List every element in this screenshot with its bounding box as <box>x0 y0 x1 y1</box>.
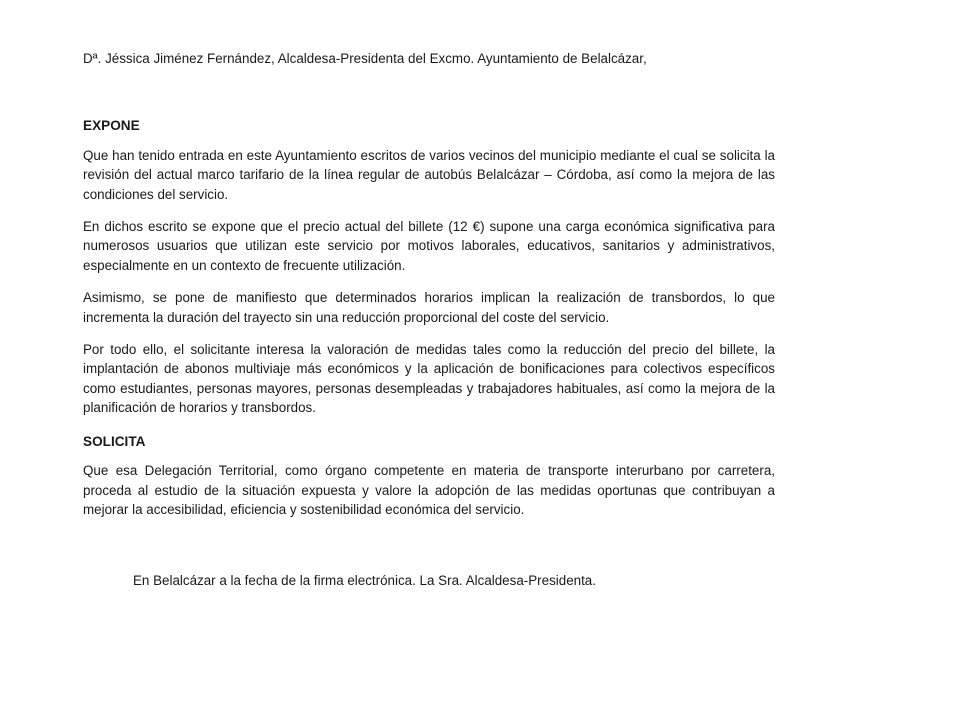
document-body <box>83 49 775 519</box>
expone-paragraph-4: Por todo ello, el solicitante interesa la valoración de medidas tales como la reducción del precio del billete, la implantación de abonos multiviaje más económicos y la aplicación de bonificaciones para colectivos específicos como estudiantes, personas mayores, personas desempleadas y trabajadores habituales, así como la mejora de la planificación de horarios y transbordos. <box>83 342 775 416</box>
expone-paragraph-1: Que han tenido entrada en este Ayuntamiento escritos de varios vecinos del municipio mediante el cual se solicita la revisión del actual marco tarifario de la línea regular de autobús Belalcázar – Córdoba, así como la mejora de las condiciones del servicio. <box>83 147 775 202</box>
closing-line: En Belalcázar a la fecha de la firma electrónica. La Sra. Alcaldesa-Presidenta. <box>133 573 596 588</box>
expone-title: EXPONE <box>83 118 140 134</box>
expone-paragraph-2: En dichos escrito se expone que el precio actual del billete (12 €) supone una carga económica significativa para numerosos usuarios que utilizan este servicio por motivos laborales, educativos, sanitarios y administrativos, especialmente en un contexto de frecuente utilización. <box>83 219 775 273</box>
expone-paragraph-3: Asimismo, se pone de manifiesto que determinados horarios implican la realización de transbordos, lo que incrementa la duración del trayecto sin una reducción proporcional del coste del servicio. <box>83 290 775 325</box>
document-heading: Dª. Jéssica Jiménez Fernández, Alcaldesa-Presidenta del Excmo. Ayuntamiento de Belalcázar, <box>83 51 647 66</box>
solicita-paragraph-1: Que esa Delegación Territorial, como órgano competente en materia de transporte interurbano por carretera, proceda al estudio de la situación expuesta y valore la adopción de las medidas oportunas que contribuyan a mejorar la accesibilidad, eficiencia y sostenibilidad económica del servicio. <box>83 463 775 517</box>
solicita-title: SOLICITA <box>83 433 146 449</box>
